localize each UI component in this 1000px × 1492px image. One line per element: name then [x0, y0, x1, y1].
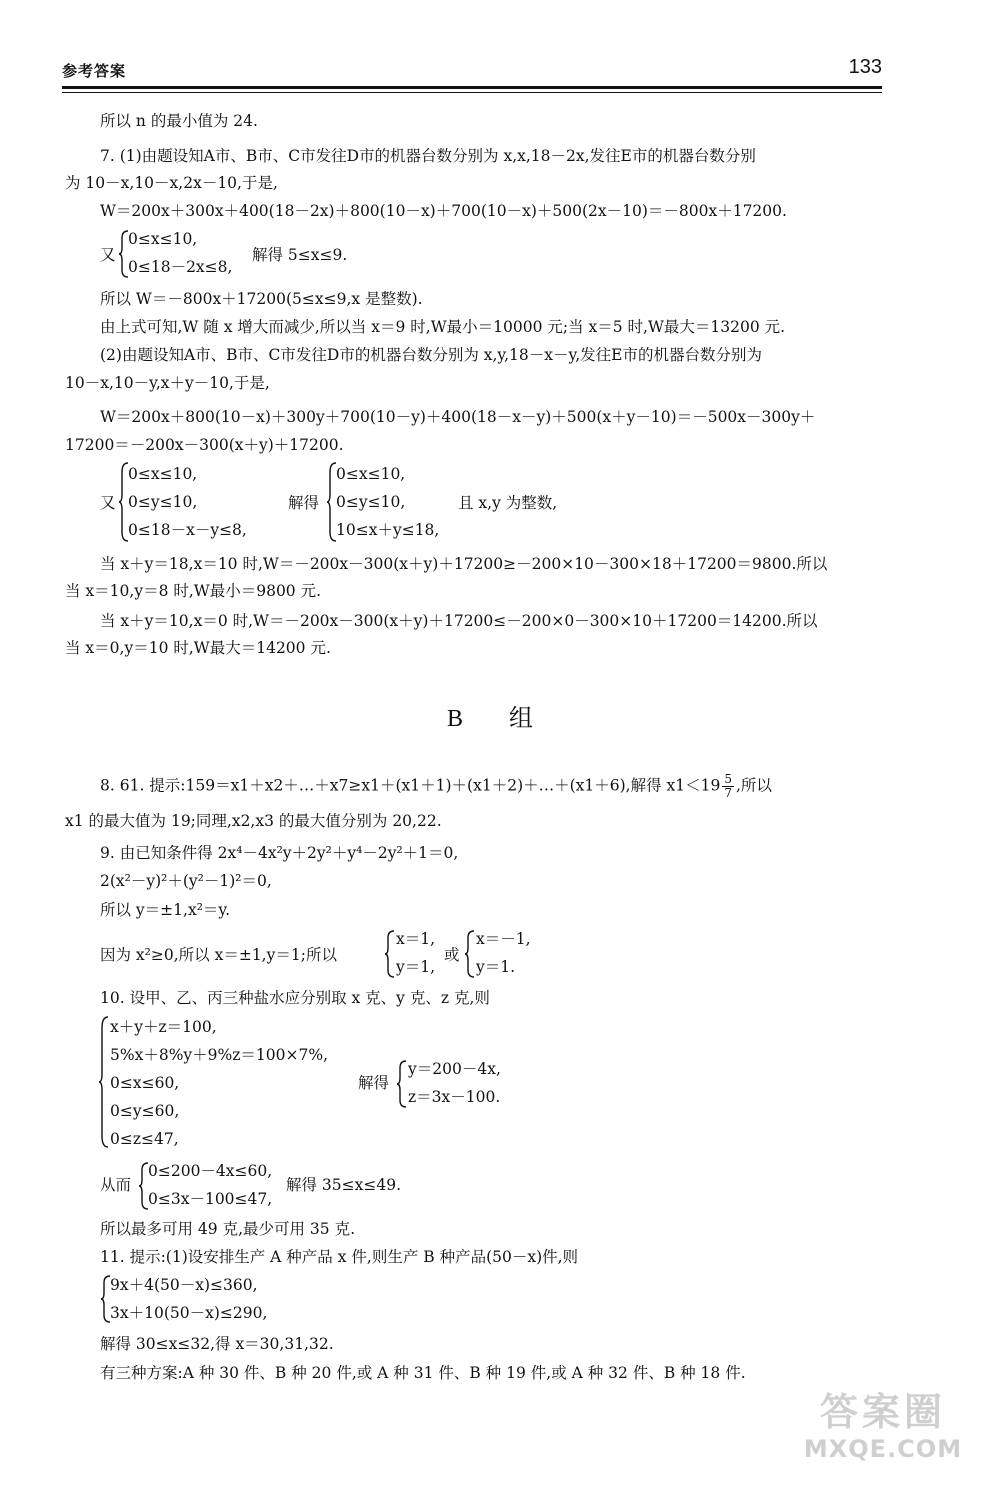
text-line: (2)由题设知A市、B市、C市发往D市的机器台数分别为 x,y,18－x－y,发往E市的机器台数分别为 [100, 346, 762, 364]
fraction-denominator: 7 [724, 786, 732, 800]
text-line: 所以 n 的最小值为 24. [100, 112, 258, 130]
inequality-line: 0≤x≤60, [110, 1074, 180, 1092]
text-line: 由上式可知,W 随 x 增大而减少,所以当 x＝9 时,W最小＝10000 元;当 x＝5 时,W最大＝13200 元. [100, 318, 786, 336]
text-line: 10－x,10－y,x＋y－10,于是, [65, 374, 270, 392]
text-line: 解得 35≤x≤49. [286, 1176, 402, 1194]
text-line: 解得 30≤x≤32,得 x＝30,31,32. [100, 1335, 334, 1353]
problem-8-line [100, 773, 772, 800]
text-line: 因为 x²≥0,所以 x＝±1,y＝1;所以 [100, 946, 337, 964]
text-segment: ,所以 [736, 776, 772, 795]
text-line: x1 的最大值为 19;同理,x2,x3 的最大值分别为 20,22. [65, 812, 442, 830]
text-line: 且 x,y 为整数, [458, 494, 558, 512]
inequality-line: 0≤y≤10, [336, 493, 406, 511]
text-line: 为 10－x,10－x,2x－10,于是, [65, 174, 278, 192]
problem-9-line: 9. 由已知条件得 2x⁴－4x²y＋2y²＋y⁴－2y²＋1＝0, [100, 844, 459, 862]
page-number: 133 [848, 56, 882, 78]
equation-line: W＝200x＋800(10－x)＋300y＋700(10－y)＋400(18－x－y)＋500(x＋y－10)＝－500x－300y＋ [100, 408, 816, 426]
inequality-line: 0≤18－x－y≤8, [128, 521, 247, 539]
brace-icon [464, 930, 476, 978]
text-line: 所以最多可用 49 克,最少可用 35 克. [100, 1220, 356, 1238]
text-line: 有三种方案:A 种 30 件、B 种 20 件,或 A 种 31 件、B 种 19 件,或 A 种 32 件、B 种 18 件. [100, 1364, 746, 1382]
text-line: 当 x＝10,y＝8 时,W最小＝9800 元. [65, 582, 322, 600]
inequality-line: 0≤z≤47, [110, 1130, 179, 1148]
watermark-logo [788, 1390, 978, 1472]
text-line: 从而 [100, 1176, 132, 1194]
equation-line: x＝1, [396, 930, 436, 948]
equation-line: y＝1, [396, 958, 436, 976]
equation-line: W＝200x＋300x＋400(18－2x)＋800(10－x)＋700(10－x)＋500(2x－10)＝－800x＋17200. [100, 202, 787, 220]
inequality-line: 9x＋4(50－x)≤360, [110, 1276, 258, 1294]
section-heading-b: B 组 [446, 706, 553, 732]
running-title: 参考答案 [62, 62, 127, 80]
equation-line: y＝1. [476, 958, 516, 976]
brace-icon [98, 1016, 110, 1148]
text-line: 当 x＝0,y＝10 时,W最大＝14200 元. [65, 639, 331, 657]
inequality-line: 0≤3x－100≤47, [148, 1190, 273, 1208]
inequality-line: 0≤200－4x≤60, [148, 1162, 273, 1180]
equation-line: 17200＝－200x－300(x＋y)＋17200. [65, 436, 344, 454]
brace-icon [396, 1060, 408, 1108]
inequality-line: 0≤y≤10, [128, 493, 198, 511]
text-segment: 8. 61. 提示:159＝x1＋x2＋…＋x7≥x1＋(x1＋1)＋(x1＋2)＋…＋(x1＋6),解得 x1＜19 [100, 776, 721, 795]
inequality-line: 0≤x≤10, [128, 465, 198, 483]
equation-line: z＝3x－100. [408, 1088, 501, 1106]
text-line: 解得 [288, 494, 320, 512]
fraction-numerator: 5 [724, 772, 732, 786]
inequality-line: 3x＋10(50－x)≤290, [110, 1304, 268, 1322]
equation-line: x＋y＋z＝100, [110, 1018, 217, 1036]
inequality-line: 0≤18－2x≤8, [128, 258, 233, 276]
text-line: 所以 W＝－800x＋17200(5≤x≤9,x 是整数). [100, 290, 423, 308]
text-line: 所以 y＝±1,x²＝y. [100, 901, 231, 919]
inequality-line: 0≤y≤60, [110, 1102, 180, 1120]
inequality-line: 10≤x＋y≤18, [336, 521, 440, 539]
text-line: 解得 5≤x≤9. [252, 246, 348, 264]
text-line: 当 x＋y＝18,x＝10 时,W＝－200x－300(x＋y)＋17200≥－200×10－300×18＋17200＝9800.所以 [100, 555, 828, 573]
text-line: 或 [444, 946, 460, 964]
text-line: 又 [100, 494, 116, 512]
watermark-domain: MXQE.COM [803, 1435, 963, 1463]
brace-icon [384, 930, 396, 978]
inequality-line: 0≤x≤10, [128, 230, 198, 248]
fraction [722, 773, 734, 800]
equation-line: y＝200－4x, [408, 1060, 501, 1078]
problem-7-line: 7. (1)由题设知A市、B市、C市发往D市的机器台数分别为 x,x,18－2x,发往E市的机器台数分别 [100, 147, 756, 165]
equation-line: 2(x²－y)²＋(y²－1)²＝0, [100, 872, 272, 890]
text-line: 解得 [358, 1074, 390, 1092]
text-line: 又 [100, 246, 116, 264]
equation-line: x＝－1, [476, 930, 531, 948]
problem-10-line: 10. 设甲、乙、丙三种盐水应分别取 x 克、y 克、z 克,则 [100, 989, 490, 1007]
header-rule-thick [62, 86, 882, 89]
header-rule-thin [62, 92, 882, 93]
problem-11-line: 11. 提示:(1)设安排生产 A 种产品 x 件,则生产 B 种产品(50－x)件,则 [100, 1248, 579, 1266]
text-line: 当 x＋y＝10,x＝0 时,W＝－200x－300(x＋y)＋17200≤－200×0－300×10＋17200＝14200.所以 [100, 612, 818, 630]
watermark-mark: 答案圈 [819, 1390, 946, 1434]
equation-line: 5%x＋8%y＋9%z＝100×7%, [110, 1046, 329, 1064]
inequality-line: 0≤x≤10, [336, 465, 406, 483]
